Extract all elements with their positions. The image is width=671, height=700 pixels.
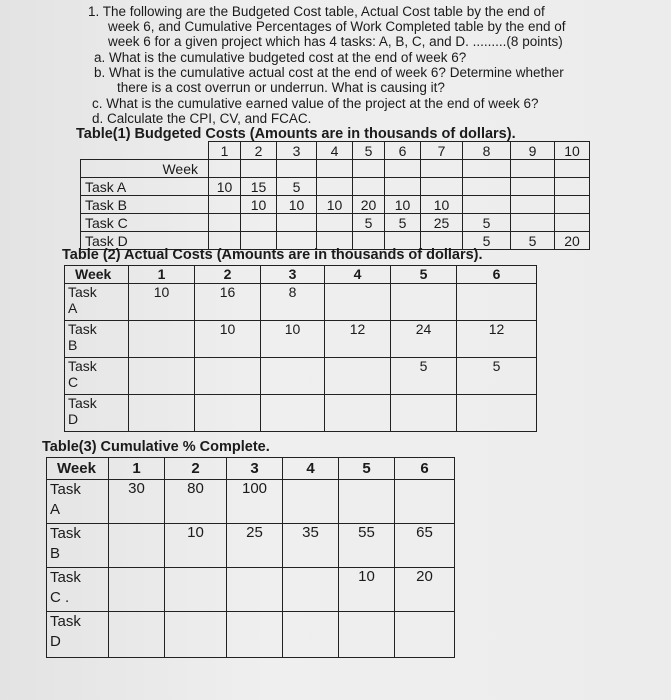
table-cell: 10: [241, 196, 277, 214]
table3-header-row: [47, 458, 455, 480]
table-cell: [555, 214, 590, 232]
table-cell: [129, 395, 195, 432]
table-cell: 10: [277, 196, 317, 214]
table-cell: [227, 568, 283, 612]
task-label: [65, 358, 129, 395]
task-label: Task B: [81, 196, 209, 214]
table-cell: [339, 612, 395, 658]
table-cell: [195, 395, 261, 432]
table1-header-row: [81, 142, 590, 160]
task-label: Task A: [81, 178, 209, 196]
table-cell: 5: [353, 214, 385, 232]
table1-week-header: 10: [555, 142, 590, 160]
task-label-line: Task: [50, 613, 81, 630]
table1-week-header: 6: [385, 142, 421, 160]
table-row: [65, 321, 537, 358]
table-cell: [209, 196, 241, 214]
table-cell: 25: [227, 524, 283, 568]
question-c: c. What is the cumulative earned value of the project at the end of week 6?: [92, 96, 539, 111]
task-label: Task C: [81, 214, 209, 232]
table1-week-header: 2: [241, 142, 277, 160]
table-cell: [129, 321, 195, 358]
table-cell: [195, 358, 261, 395]
table-cell: [283, 568, 339, 612]
task-label-line: Task: [50, 569, 81, 586]
task-label-line: D: [68, 411, 79, 427]
table-row: [65, 395, 537, 432]
table-cell: [555, 178, 590, 196]
table1-week-header: 4: [317, 142, 353, 160]
table-cell: 20: [395, 568, 455, 612]
table-cell: [129, 358, 195, 395]
table-cell: [391, 395, 457, 432]
table-cell: [261, 395, 325, 432]
table-cell: 20: [555, 232, 590, 250]
table-cell: [463, 178, 511, 196]
table-cell: 20: [353, 196, 385, 214]
table-cell: 10: [129, 284, 195, 321]
table-cell: [339, 480, 395, 524]
table3-week-label: Week: [47, 458, 109, 480]
table-cell: [353, 178, 385, 196]
table-cell: 65: [395, 524, 455, 568]
table2-week-header: 6: [457, 266, 537, 284]
table3-week-header: 3: [227, 458, 283, 480]
table-cell: 12: [325, 321, 391, 358]
table-cell: [317, 214, 353, 232]
task-label: [65, 395, 129, 432]
table-cell: [109, 612, 165, 658]
table-cell: [395, 612, 455, 658]
table1-corner: [81, 142, 209, 160]
task-label-line: Task: [50, 525, 81, 542]
task-label-line: Task: [68, 358, 97, 374]
table-cell: [317, 178, 353, 196]
table-cell: [165, 568, 227, 612]
table-cell: 55: [339, 524, 395, 568]
table1-week-header: 3: [277, 142, 317, 160]
question-b-line-1: b. What is the cumulative actual cost at the end of week 6? Determine whether: [94, 65, 564, 80]
table-cell: [511, 214, 555, 232]
table-cell: 5: [385, 214, 421, 232]
question-1-line-1: 1. The following are the Budgeted Cost table, Actual Cost table by the end of: [88, 4, 545, 19]
table-cell: [283, 480, 339, 524]
actual-costs-table: [64, 265, 537, 432]
task-label: [65, 321, 129, 358]
table-row: [81, 214, 590, 232]
task-label-line: D: [50, 633, 61, 650]
table-cell: 10: [261, 321, 325, 358]
table1-week-header: 8: [463, 142, 511, 160]
question-1-line-2: week 6, and Cumulative Percentages of Work Completed table by the end of: [108, 19, 566, 34]
table-cell: [109, 568, 165, 612]
question-d: d. Calculate the CPI, CV, and FCAC.: [92, 111, 312, 126]
table-cell: [385, 178, 421, 196]
table-row: [65, 284, 537, 321]
task-label: [47, 568, 109, 612]
table-cell: 10: [195, 321, 261, 358]
table-cell: 10: [165, 524, 227, 568]
table-cell: 35: [283, 524, 339, 568]
task-label: [65, 284, 129, 321]
table-row: [47, 568, 455, 612]
table3-week-header: 1: [109, 458, 165, 480]
table3-week-header: 5: [339, 458, 395, 480]
table-cell: [227, 612, 283, 658]
table-cell: 10: [339, 568, 395, 612]
task-label-line: Task: [50, 481, 81, 498]
table-cell: [209, 214, 241, 232]
table-row: [81, 178, 590, 196]
table-cell: [109, 524, 165, 568]
table-cell: [421, 178, 463, 196]
table-cell: 5: [277, 178, 317, 196]
task-label-line: A: [50, 501, 61, 518]
table-cell: [555, 196, 590, 214]
table-cell: [391, 284, 457, 321]
table-cell: [325, 284, 391, 321]
table-cell: 5: [391, 358, 457, 395]
table2-week-header: 4: [325, 266, 391, 284]
table-cell: 30: [109, 480, 165, 524]
table-cell: 5: [463, 232, 511, 250]
table1-week-label-row: [81, 160, 590, 178]
table-cell: 10: [317, 196, 353, 214]
table3-week-header: 4: [283, 458, 339, 480]
table2-week-header: 5: [391, 266, 457, 284]
table3-week-header: 2: [165, 458, 227, 480]
table-cell: 10: [385, 196, 421, 214]
task-label: [47, 524, 109, 568]
table-cell: [241, 214, 277, 232]
table-cell: 5: [463, 214, 511, 232]
question-b-line-2: there is a cost overrun or underrun. What is causing it?: [117, 80, 445, 95]
table-cell: 24: [391, 321, 457, 358]
table3-title: Table(3) Cumulative % Complete.: [42, 439, 270, 455]
table-cell: 10: [421, 196, 463, 214]
table-cell: [261, 358, 325, 395]
table2-week-header: 2: [195, 266, 261, 284]
table-cell: [277, 214, 317, 232]
table-cell: [165, 612, 227, 658]
task-label: Task D: [81, 232, 209, 250]
task-label-line: C: [68, 374, 79, 390]
table1-week-header: 5: [353, 142, 385, 160]
table-cell: [457, 284, 537, 321]
task-label-line: A: [68, 300, 78, 316]
question-1-line-3: week 6 for a given project which has 4 tasks: A, B, C, and D. .........(8 points): [108, 34, 563, 49]
table2-week-label: Week: [65, 266, 129, 284]
task-label-line: Task: [68, 284, 97, 300]
table-row: [65, 358, 537, 395]
table2-header-row: [65, 266, 537, 284]
table3-week-header: 6: [395, 458, 455, 480]
table-cell: [463, 196, 511, 214]
table-cell: 100: [227, 480, 283, 524]
table1-week-header: 1: [209, 142, 241, 160]
task-label-line: Task: [68, 395, 97, 411]
question-a: a. What is the cumulative budgeted cost at the end of week 6?: [94, 50, 467, 65]
table-cell: [511, 178, 555, 196]
table-cell: [325, 358, 391, 395]
table-row: [47, 524, 455, 568]
table-cell: 10: [209, 178, 241, 196]
table1-title: Table(1) Budgeted Costs (Amounts are in thousands of dollars).: [76, 126, 516, 142]
table-row: [81, 196, 590, 214]
table-cell: [511, 196, 555, 214]
table-cell: 5: [457, 358, 537, 395]
table-cell: 16: [195, 284, 261, 321]
table-cell: 12: [457, 321, 537, 358]
table-cell: [395, 480, 455, 524]
table-cell: [283, 612, 339, 658]
task-label-line: B: [50, 545, 61, 562]
table-cell: 25: [421, 214, 463, 232]
table1-week-header: 7: [421, 142, 463, 160]
task-label: [47, 480, 109, 524]
table-cell: 8: [261, 284, 325, 321]
budgeted-costs-table: [80, 141, 590, 250]
task-label-line: B: [68, 337, 78, 353]
table-cell: [325, 395, 391, 432]
table-cell: 80: [165, 480, 227, 524]
table-cell: [457, 395, 537, 432]
table-cell: 5: [511, 232, 555, 250]
task-label-line: C .: [50, 589, 70, 606]
task-label: [47, 612, 109, 658]
table1-week-label: Week: [81, 160, 209, 178]
table-cell: 15: [241, 178, 277, 196]
task-label-line: Task: [68, 321, 97, 337]
cumulative-percent-table: [46, 457, 455, 658]
table-row: [47, 480, 455, 524]
table2-title: Table (2) Actual Costs (Amounts are in thousands of dollars).: [62, 247, 483, 263]
table-row: [47, 612, 455, 658]
table2-week-header: 1: [129, 266, 195, 284]
table1-week-header: 9: [511, 142, 555, 160]
table2-week-header: 3: [261, 266, 325, 284]
